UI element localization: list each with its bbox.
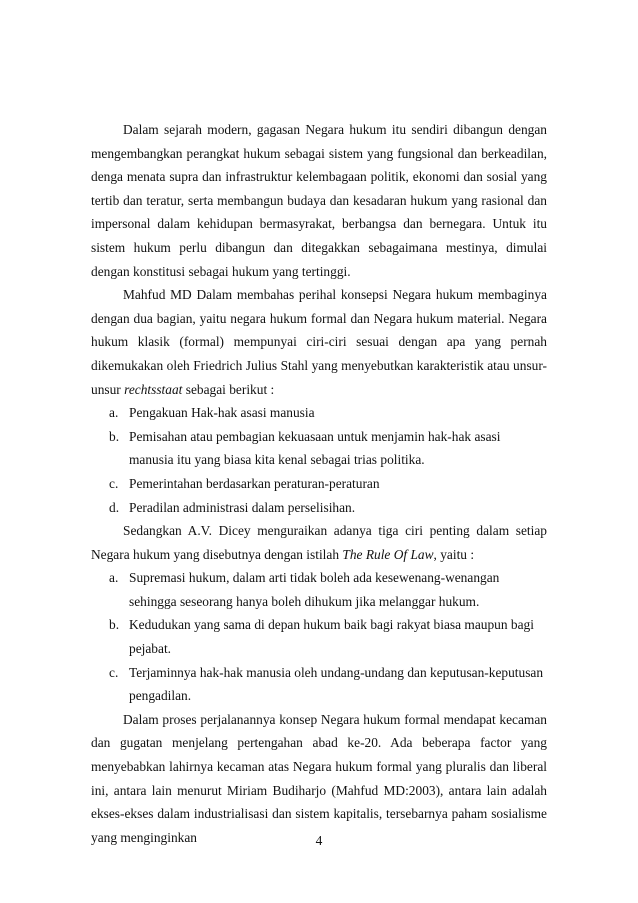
list-marker: a.	[109, 405, 119, 421]
list-item	[91, 496, 547, 520]
list-item	[91, 425, 547, 472]
paragraph-criticism-formal-state: Dalam proses perjalanannya konsep Negara hukum formal mendapat kecaman dan gugatan menjelang pertengahan abad ke-20. Ada beberapa factor yang menyebabkan lahirnya kecaman atas Negara hukum formal yang pluralis dan liberal ini, antara lain menurut Miriam Budiharjo (Mahfud MD:2003), antara lain adalah ekses-ekses dalam industrialisasi dan sistem kapitalis, tersebarnya paham sosialisme yang menginginkan	[91, 711, 547, 845]
list-item	[91, 613, 547, 660]
list-marker: b.	[109, 428, 120, 444]
stahl-characteristics-list	[91, 401, 547, 519]
list-item-text: Pemisahan atau pembagian kekuasaan untuk menjamin hak-hak asasi manusia itu yang biasa kita kenal sebagai trias politika.	[129, 428, 501, 468]
list-item-text: Terjaminnya hak-hak manusia oleh undang-undang dan keputusan-keputusan pengadilan.	[129, 664, 544, 704]
list-marker: d.	[109, 499, 120, 515]
list-item	[91, 472, 547, 496]
paragraph-text: sebagai berikut :	[182, 381, 275, 397]
paragraph-mahfud-md	[91, 283, 547, 401]
list-marker: b.	[109, 617, 120, 633]
paragraph-negara-hukum-history: Dalam sejarah modern, gagasan Negara hukum itu sendiri dibangun dengan mengembangkan perangkat hukum sebagai sistem yang fungsional dan berkeadilan, denga menata supra dan infrastruktur kelembagaan politik, ekonomi dan sosial yang tertib dan teratur, serta membangun budaya dan kesadaran hukum yang rasional dan impersonal dalam kehidupan bermasyrakat, berbangsa dan bernegara. Untuk itu sistem hukum perlu dibangun dan ditegakkan sebagaimana mestinya, dimulai dengan konstitusi sebagai hukum yang tertinggi.	[91, 122, 547, 279]
list-item	[91, 566, 547, 613]
page-number: 4	[315, 833, 323, 848]
paragraph-text: Mahfud MD Dalam membahas perihal konsepsi Negara hukum membaginya dengan dua bagian, yaitu negara hukum formal dan Negara hukum material. Negara hukum klasik (formal) mempunyai ciri-ciri sesuai dengan apa yang pernah dikemukakan oleh Friedrich Julius Stahl yang menyebutkan karakteristik atau unsur-unsur	[91, 287, 547, 397]
paragraph-text: Sedangkan A.V. Dicey menguraikan adanya tiga ciri penting dalam setiap Negara hukum yang disebutnya dengan istilah	[91, 523, 547, 562]
list-item-text: Pemerintahan berdasarkan peraturan-peraturan	[129, 475, 380, 491]
italic-term-rule-of-law: The Rule Of Law	[342, 546, 434, 562]
list-item	[91, 401, 547, 425]
list-item-text: Pengakuan Hak-hak asasi manusia	[129, 405, 315, 421]
list-item	[91, 661, 547, 708]
paragraph-text: , yaitu :	[433, 546, 475, 562]
list-marker: a.	[109, 570, 119, 586]
list-item-text: Kedudukan yang sama di depan hukum baik bagi rakyat biasa maupun bagi pejabat.	[129, 617, 534, 657]
italic-term-rechtsstaat: rechtsstaat	[124, 381, 183, 397]
list-item-text: Peradilan administrasi dalam perselisihan.	[129, 499, 356, 515]
paragraph-dicey	[91, 519, 547, 566]
dicey-characteristics-list	[91, 566, 547, 708]
list-marker: c.	[109, 664, 119, 680]
list-item-text: Supremasi hukum, dalam arti tidak boleh ada kesewenang-wenangan sehingga seseorang hanya boleh dihukum jika melanggar hukum.	[129, 570, 500, 609]
list-marker: c.	[109, 475, 119, 491]
document-page	[91, 118, 547, 849]
